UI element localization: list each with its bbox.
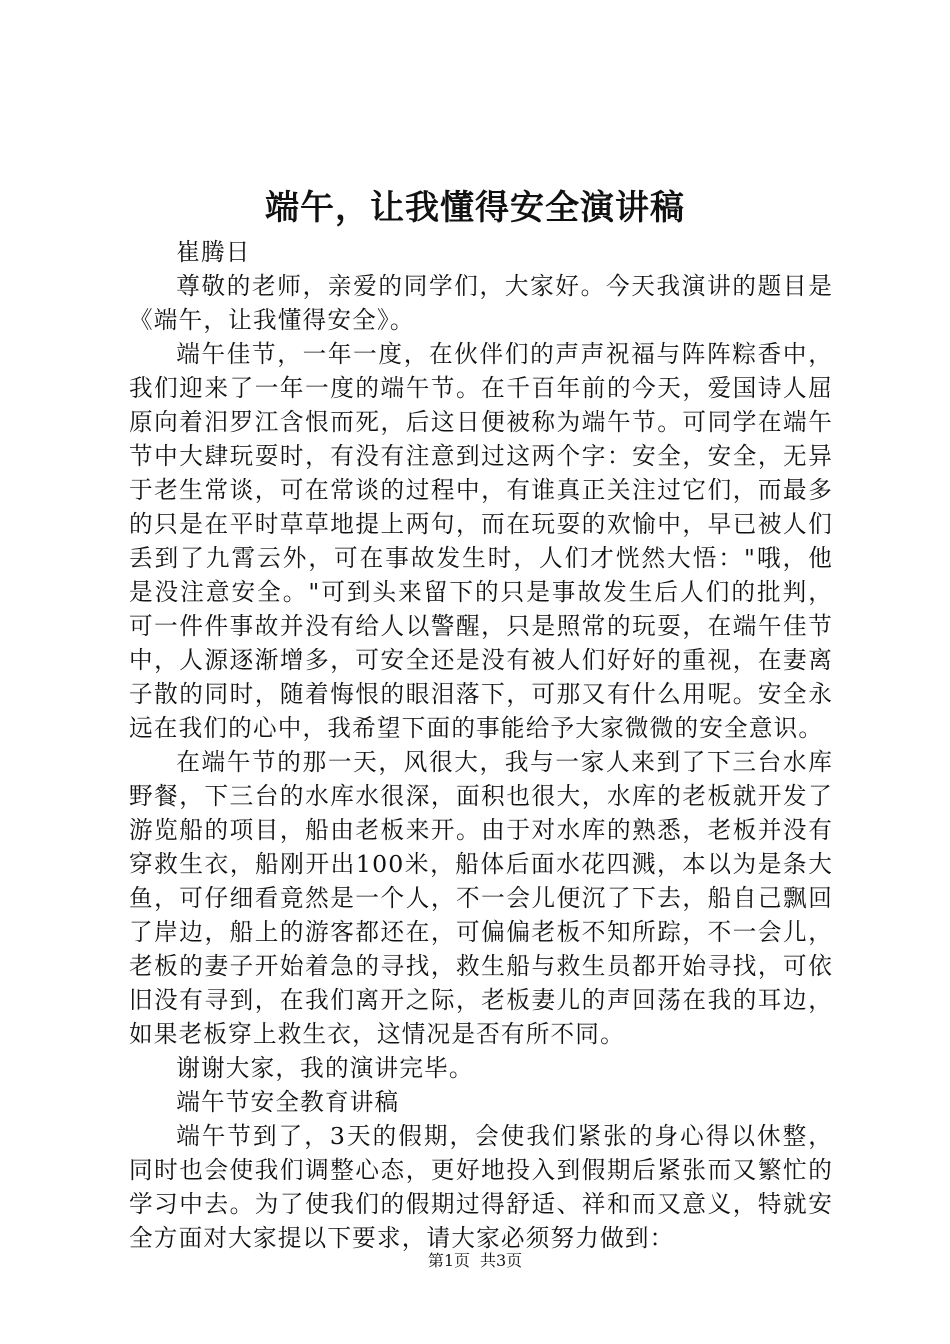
page-number: 第1页	[427, 1251, 470, 1270]
document-body	[129, 235, 833, 1255]
paragraph-festival: 端午佳节，一年一度，在伙伴们的声声祝福与阵阵粽香中，我们迎来了一年一度的端午节。在千百年前的今天，爱国诗人屈原向着汨罗江含恨而死，后这日便被称为端午节。可同学在端午节中大肆玩耍时，有没有注意到过这两个字：安全，安全，无异于老生常谈，可在常谈的过程中，有谁真正关注过它们，而最多的只是在平时草草地提上两句，而在玩耍的欢愉中，早已被人们丢到了九霄云外，可在事故发生时，人们才恍然大悟："哦，他是没注意安全。"可到头来留下的只是事故发生后人们的批判，可一件件事故并没有给人以警醒，只是照常的玩耍，在端午佳节中，人源逐渐增多，可安全还是没有被人们好好的重视，在妻离子散的同时，随着悔恨的眼泪落下，可那又有什么用呢。安全永远在我们的心中，我希望下面的事能给予大家微微的安全意识。	[129, 340, 833, 742]
paragraph-holiday: 端午节到了，3天的假期，会使我们紧张的身心得以休整，同时也会使我们调整心态，更好地投入到假期后紧张而又繁忙的学习中去。为了使我们的假期过得舒适、祥和而又意义，特就安全方面对大家提以下要求，请大家必须努力做到：	[129, 1122, 833, 1252]
paragraph-greeting: 尊敬的老师，亲爱的同学们，大家好。今天我演讲的题目是《端午，让我懂得安全》。	[129, 272, 833, 334]
section-heading: 端午节安全教育讲稿	[176, 1088, 400, 1116]
page-footer	[0, 1250, 950, 1272]
document-title: 端午，让我懂得安全演讲稿	[265, 188, 685, 228]
paragraph-closing: 谢谢大家，我的演讲完毕。	[176, 1054, 474, 1082]
paragraph-story: 在端午节的那一天，风很大，我与一家人来到了下三台水库野餐，下三台的水库水很深，面积也很大，水库的老板就开发了游览船的项目，船由老板来开。由于对水库的熟悉，老板并没有穿救生衣，船刚开出100米，船体后面水花四溅，本以为是条大鱼，可仔细看竟然是一个人，不一会儿便沉了下去，船自己飘回了岸边，船上的游客都还在，可偏偏老板不知所踪，不一会儿，老板的妻子开始着急的寻找，救生船与救生员都开始寻找，可依旧没有寻到，在我们离开之际，老板妻儿的声回荡在我的耳边，如果老板穿上救生衣，这情况是否有所不同。	[129, 748, 833, 1048]
page-total: 共3页	[480, 1251, 523, 1270]
author-line: 崔腾日	[176, 238, 251, 266]
